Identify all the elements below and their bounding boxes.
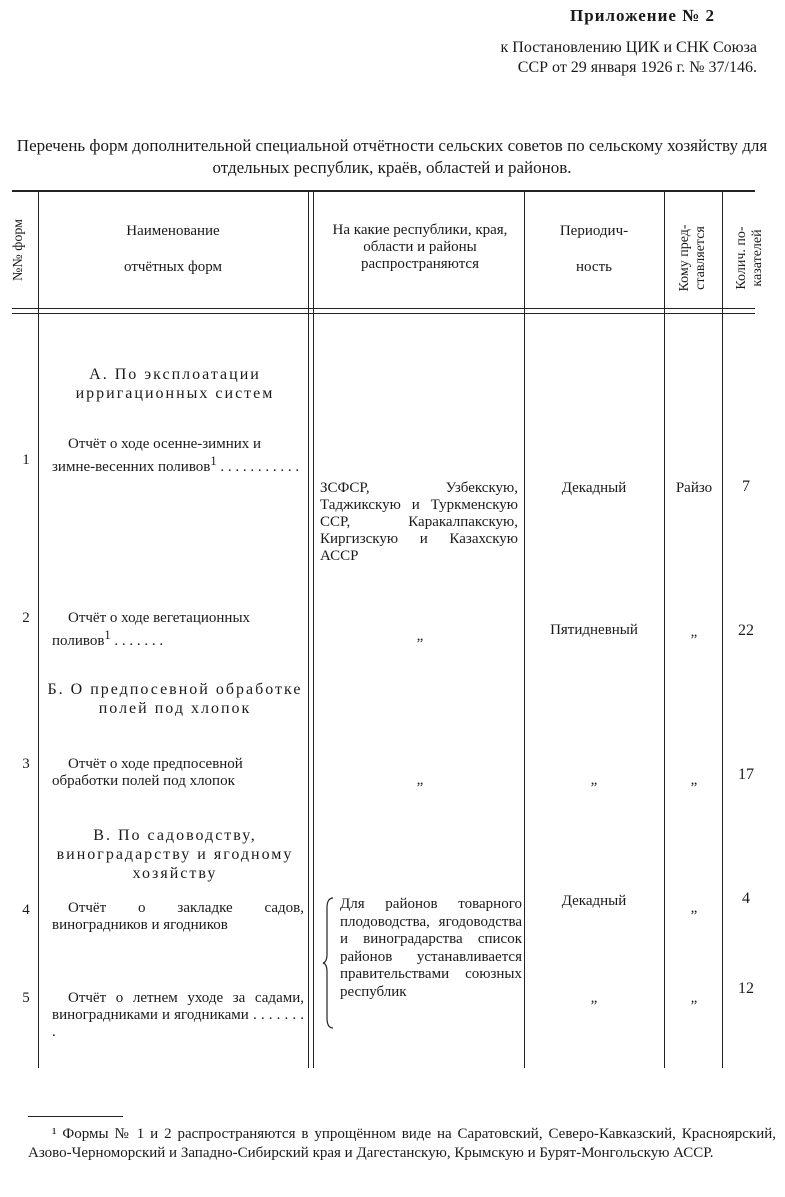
col-header-num: №№ форм <box>11 219 26 281</box>
col-header-count: Колич. по-казателей <box>734 226 765 290</box>
row-2-count: 22 <box>738 622 754 639</box>
header-rule-1 <box>12 308 755 309</box>
row-3-count: 17 <box>738 766 754 783</box>
header-rule-2 <box>12 313 755 314</box>
row-2-recipient: „ <box>690 624 698 640</box>
col-divider-2b <box>313 192 314 1068</box>
footnote: ¹ Формы № 1 и 2 распространяются в упрощённом виде на Саратовский, Северо-Кавказский, Красноярский, Азово-Черноморский и Западно-Сибирский края и Дагестанскую, Крымскую и Бурят-Монгольскую АССР. <box>28 1126 776 1161</box>
appendix-reference-line-2: ССР от 29 января 1926 г. № 37/146. <box>517 59 757 76</box>
appendix-reference-line-1: к Постановлению ЦИК и СНК Союза <box>500 39 757 56</box>
row-5-form-name: Отчёт о летнем уходе за садами, виноградниками и ягодниками . . . . . . . . <box>52 990 305 1040</box>
row-5-number: 5 <box>22 990 30 1006</box>
col-header-recipient: Кому пред-ставляется <box>677 224 708 292</box>
col-header-regions: На какие республики, края, области и районы распространяются <box>332 222 508 272</box>
row-2-form-name: Отчёт о ходе вегетационных поливов$^1$ . . . . . . . <box>52 610 251 649</box>
col-divider-4 <box>664 192 665 1068</box>
appendix-number: Приложение № 2 <box>570 6 715 25</box>
row-3-recipient: „ <box>690 772 698 788</box>
table-top-rule <box>12 190 755 192</box>
col-header-period: Периодич- ность <box>559 223 629 275</box>
row-5-period: „ <box>590 990 598 1006</box>
row-2-number: 2 <box>22 610 30 626</box>
col-divider-2a <box>308 192 309 1068</box>
row-4-count: 4 <box>742 890 750 907</box>
row-3-regions-ditto: „ <box>416 772 424 788</box>
col-divider-5 <box>722 192 723 1068</box>
row-4-recipient: „ <box>690 900 698 916</box>
col-divider-3 <box>524 192 525 1068</box>
footnote-rule <box>28 1116 123 1117</box>
row-1-count: 7 <box>742 478 750 495</box>
row-1-recipient: Райзо <box>675 480 713 496</box>
document-title: Перечень форм дополнительной специальной отчётности сельских советов по сельскому хозяйству для отдельных республик, краёв, областей и районов. <box>16 136 768 177</box>
brace-icon <box>322 896 334 1030</box>
section-a-heading: А. По эксплоатации ирригационных систем <box>75 366 275 402</box>
regions-group-1: ЗСФСР, Узбекскую, Таджикскую и Туркменскую ССР, Каракалпакскую, Киргизскую и Казахскую АССР <box>320 480 518 564</box>
regions-group-2: Для районов товарного плодоводства, ягодоводства и виноградарства список районов устанавливается правительствами союзных республик <box>340 896 522 1000</box>
section-v-heading: В. По садоводству, виноградарству и ягодному хозяйству <box>56 827 294 882</box>
appendix-header <box>501 6 757 78</box>
col-header-name: Наименование отчётных форм <box>124 223 222 275</box>
row-1-number: 1 <box>22 452 30 468</box>
row-1-period: Декадный <box>561 480 627 496</box>
row-3-form-name: Отчёт о ходе предпосевной обработки полей под хлопок <box>52 756 243 789</box>
section-b-heading: Б. О предпосевной обработке полей под хлопок <box>47 681 303 717</box>
row-4-number: 4 <box>22 902 30 918</box>
row-3-number: 3 <box>22 756 30 772</box>
row-5-count: 12 <box>738 980 754 997</box>
col-divider-1 <box>38 192 39 1068</box>
row-3-period: „ <box>590 772 598 788</box>
row-4-period: Декадный <box>561 893 627 909</box>
row-2-period: Пятидневный <box>550 622 638 638</box>
row-5-recipient: „ <box>690 990 698 1006</box>
row-4-form-name: Отчёт о закладке садов, виноградников и ягодников <box>52 900 304 933</box>
row-1-form-name: Отчёт о ходе осенне-зимних и зимне-весенних поливов$^1$ . . . . . . . . . . . <box>52 436 300 475</box>
row-2-regions-ditto: „ <box>416 628 424 644</box>
